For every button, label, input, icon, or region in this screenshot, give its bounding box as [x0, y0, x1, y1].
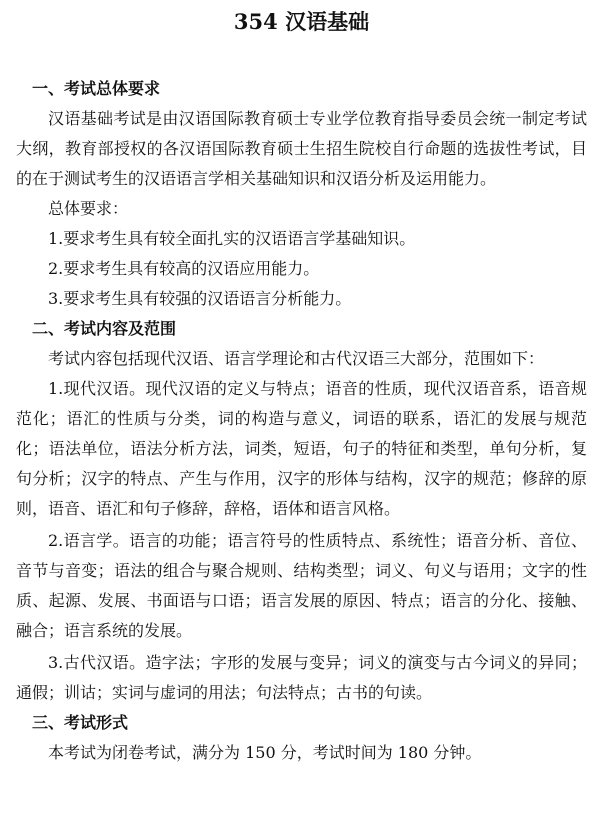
content-item-linguistics: 2.语言学。语言的功能；语言符号的性质特点、系统性；语音分析、音位、音节与音变；语法的组合与聚合规则、结构类型；词义、句义与语用；文字的性质、起源、发展、书面语与口语；语言发展的原因、特点；语言的分化、接触、融合；语言系统的发展。: [16, 531, 587, 640]
section-heading-content: 二、考试内容及范围: [32, 319, 177, 338]
requirement-item: 2.要求考生具有较高的汉语应用能力。: [48, 259, 320, 278]
requirements-intro-paragraph: 汉语基础考试是由汉语国际教育硕士专业学位教育指导委员会统一制定考试大纲，教育部授权的各汉语国际教育硕士生招生院校自行命题的选拔性考试，目的在于测试考生的汉语语言学相关基础知识和汉语分析及运用能力。: [16, 109, 587, 188]
section-heading-exam-format: 三、考试形式: [32, 713, 129, 732]
content-item-modern-chinese: 1.现代汉语。现代汉语的定义与特点；语音的性质，现代汉语音系，语音规范化；语汇的性质与分类，词的构造与意义，词语的联系，语汇的发展与规范化；语法单位，语法分析方法，词类，短语，句子的特征和类型，单句分析，复句分析；汉字的特点、产生与作用，汉字的形体与结构，汉字的规范；修辞的原则，语音、语汇和句子修辞，辞格，语体和语言风格。: [16, 379, 587, 518]
requirement-item: 3.要求考生具有较强的汉语语言分析能力。: [48, 289, 352, 308]
content-item-ancient-chinese: 3.古代汉语。造字法；字形的发展与变异；词义的演变与古今词义的异同；通假；训诂；实词与虚词的用法；句法特点；古书的句读。: [16, 653, 587, 702]
requirements-label: 总体要求：: [48, 199, 129, 218]
content-intro-paragraph: 考试内容包括现代汉语、语言学理论和古代汉语三大部分，范围如下：: [48, 349, 545, 368]
document-title: 354 汉语基础: [233, 9, 370, 34]
section-heading-requirements: 一、考试总体要求: [32, 79, 161, 98]
requirement-item: 1.要求考生具有较全面扎实的汉语语言学基础知识。: [48, 229, 416, 248]
exam-format-paragraph: 本考试为闭卷考试，满分为 150 分，考试时间为 180 分钟。: [48, 743, 482, 762]
